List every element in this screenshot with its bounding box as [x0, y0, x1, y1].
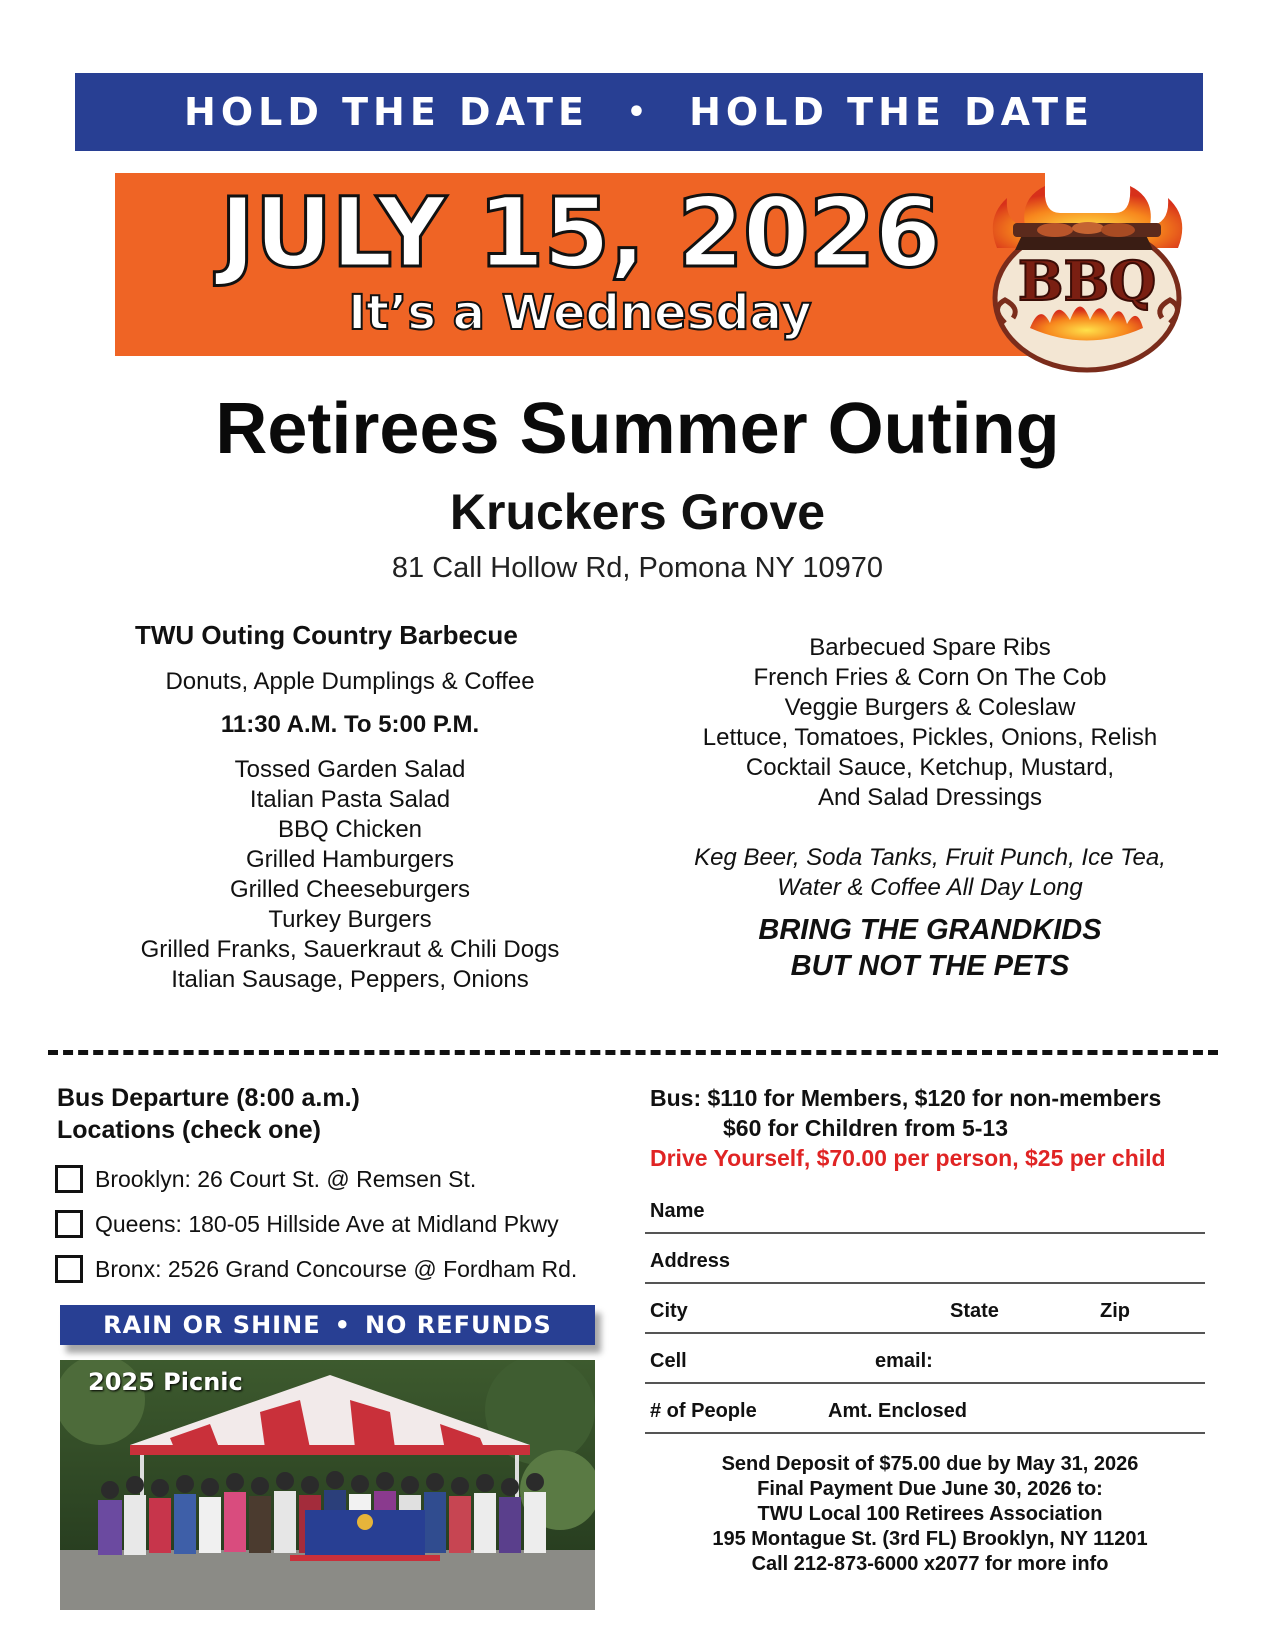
deposit-line: 195 Montague St. (3rd FL) Brooklyn, NY 11201: [712, 1528, 1148, 1550]
deposit-line: Send Deposit of $75.00 due by May 31, 2026: [721, 1453, 1139, 1475]
location-label: Queens: 180-05 Hillside Ave at Midland Pkwy: [95, 1210, 559, 1237]
menu-right-list: [660, 633, 1200, 813]
form-label-amount: Amt. Enclosed: [828, 1400, 967, 1422]
deposit-line: Call 212-873-6000 x2077 for more info: [751, 1553, 1109, 1575]
form-label-name: Name: [650, 1200, 705, 1222]
menu-item: Grilled Cheeseburgers: [229, 876, 471, 903]
form-label-city: City: [650, 1300, 688, 1322]
drinks-line: Water & Coffee All Day Long: [777, 874, 1083, 901]
rain-text: RAIN OR SHINE: [103, 1311, 321, 1339]
menu-item: Turkey Burgers: [268, 906, 432, 933]
price-children: $60 for Children from 5-13: [723, 1115, 1009, 1141]
checkbox[interactable]: [55, 1165, 83, 1193]
bring-line: BUT NOT THE PETS: [790, 950, 1070, 982]
deposit-info: [645, 1452, 1215, 1577]
bus-heading-line: Locations (check one): [57, 1116, 321, 1144]
refunds-text: NO REFUNDS: [364, 1311, 552, 1339]
menu-hours: 11:30 A.M. To 5:00 P.M.: [220, 711, 480, 738]
location-option-queens[interactable]: [55, 1210, 559, 1238]
deposit-line: TWU Local 100 Retirees Association: [757, 1503, 1103, 1525]
bbq-grill-logo: [985, 178, 1190, 373]
form-label-state: State: [950, 1300, 999, 1322]
form-label-address: Address: [650, 1250, 731, 1272]
bring-line: BRING THE GRANDKIDS: [758, 914, 1102, 946]
address-field[interactable]: [645, 1282, 1205, 1284]
name-field[interactable]: [645, 1232, 1205, 1234]
hold-the-date-banner: [75, 73, 1203, 151]
form-label-zip: Zip: [1100, 1300, 1130, 1322]
menu-item: And Salad Dressings: [817, 784, 1043, 811]
event-weekday: It’s a Wednesday: [348, 285, 812, 341]
banner-text-left: HOLD THE DATE: [184, 90, 589, 134]
menu-breakfast: Donuts, Apple Dumplings & Coffee: [165, 668, 535, 695]
city-state-zip-field[interactable]: [645, 1332, 1205, 1334]
form-label-people: # of People: [650, 1400, 757, 1422]
menu-left-list: [100, 755, 600, 995]
cut-line-divider: [48, 1050, 1218, 1055]
menu-item: Grilled Hamburgers: [245, 846, 455, 873]
menu-item: Barbecued Spare Ribs: [809, 634, 1051, 661]
banner-text-right: HOLD THE DATE: [689, 90, 1094, 134]
event-address: 81 Call Hollow Rd, Pomona NY 10970: [391, 552, 884, 584]
form-label-cell: Cell: [650, 1350, 687, 1372]
checkbox[interactable]: [55, 1255, 83, 1283]
bbq-logo-text: BBQ: [1017, 249, 1157, 313]
menu-item: Veggie Burgers & Coleslaw: [784, 694, 1076, 721]
price-members: Bus: $110 for Members, $120 for non-members: [650, 1085, 1162, 1111]
menu-item: French Fries & Corn On The Cob: [753, 664, 1107, 691]
checkbox[interactable]: [55, 1210, 83, 1238]
location-label: Brooklyn: 26 Court St. @ Remsen St.: [95, 1165, 477, 1192]
event-venue: Kruckers Grove: [449, 484, 826, 540]
menu-item: Italian Sausage, Peppers, Onions: [171, 966, 529, 993]
event-title: Retirees Summer Outing: [215, 389, 1060, 469]
menu-item: Italian Pasta Salad: [249, 786, 451, 813]
picnic-photo: [60, 1360, 595, 1610]
menu-heading: TWU Outing Country Barbecue: [135, 620, 518, 650]
location-option-brooklyn[interactable]: [55, 1165, 476, 1193]
location-option-bronx[interactable]: [55, 1255, 577, 1283]
drinks-line: Keg Beer, Soda Tanks, Fruit Punch, Ice Tea,: [694, 844, 1166, 871]
photo-caption: 2025 Picnic: [88, 1368, 243, 1396]
cell-email-field[interactable]: [645, 1382, 1205, 1384]
location-label: Bronx: 2526 Grand Concourse @ Fordham Rd.: [95, 1255, 578, 1282]
rain-separator: •: [334, 1311, 351, 1339]
rain-or-shine-bar: [60, 1305, 595, 1345]
bus-departure-heading: [57, 1082, 360, 1146]
event-date: JULY 15, 2026: [219, 177, 941, 289]
menu-item: Cocktail Sauce, Ketchup, Mustard,: [745, 754, 1115, 781]
form-label-email: email:: [875, 1350, 933, 1372]
banner-separator: •: [626, 94, 652, 130]
menu-item: Tossed Garden Salad: [234, 756, 466, 783]
bring-notice: [660, 912, 1200, 984]
people-amount-field[interactable]: [645, 1432, 1205, 1434]
price-drive-yourself: Drive Yourself, $70.00 per person, $25 per child: [650, 1145, 1166, 1171]
menu-item: Lettuce, Tomatoes, Pickles, Onions, Relish: [702, 724, 1158, 751]
deposit-line: Final Payment Due June 30, 2026 to:: [757, 1478, 1103, 1500]
bus-heading-line: Bus Departure (8:00 a.m.): [57, 1084, 360, 1112]
menu-item: Grilled Franks, Sauerkraut & Chili Dogs: [140, 936, 560, 963]
menu-item: BBQ Chicken: [277, 816, 423, 843]
menu-drinks: [660, 843, 1200, 903]
